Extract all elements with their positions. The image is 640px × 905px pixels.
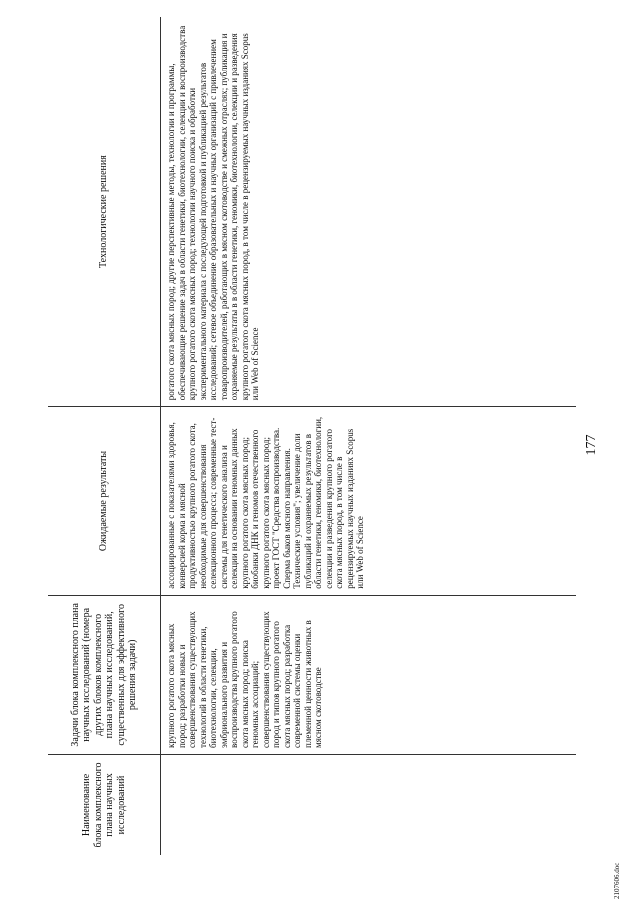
page-number: 177 — [584, 434, 599, 456]
research-plan-table — [48, 17, 576, 855]
cell-block-name — [161, 754, 577, 855]
cell-expected-results: ассоциированные с показателями здоровья, конверсией корма и мясной продуктивностью крупного рогатого скота, необходимые для совершенствования селекционного процесса; современные тест-системы для генетического анализа и селекции на основании геномных данных крупного рогатого скота мясных пород; биобанки ДНК и геномов отечественного крупного рогатого скота мясных пород; проект ГОСТ "Средства воспроизводства. Спермa быков мясного направления. Технические условия"; увеличение доли публикаций и охраняемых результатов в области генетики, геномики, биотехнологии, селекции и разведения крупного рогатого скота мясных пород, в том числе в рецензируемых научных изданиях Scopus или Web of Science — [161, 407, 577, 596]
header-expected-results: Ожидаемые результаты — [48, 407, 161, 596]
cell-block-tasks: крупного рогатого скота мясных пород; разработки новых и совершенствования существующих технологий в области генетики, биотехнологии, селекции, эмбрионального развития и воспроизводства крупного рогатого скота мясных пород; поиска геномных ассоциаций; совершенствования существующих пород и типов крупного рогатого скота мясных пород; разработка современной системы оценки племенной ценности животных в мясном скотоводстве — [161, 595, 577, 754]
header-technological-solutions: Технологические решения — [48, 17, 161, 407]
header-block-tasks: Задачи блока комплексного плана научных исследований (номера других блоков комплексного плана научных исследований, существенных для эффективного решения задачи) — [48, 595, 161, 754]
cell-technological-solutions: рогатого скота мясных пород; другие перспективные методы, технологии и программы, обеспечивающие решение задач в области генетики, биотехнологии, селекции и воспроизводства крупного рогатого скота мясных пород; технологии научного поиска и обработки экспериментального материала с последующей подготовкой и публикацией результатов исследований; сетевое объединение образовательных и научных организаций с привлечением товаропроизводителей, работающих в мясном скотоводстве и смежных отраслях; публикация и охраняемые результаты в в области генетики, геномики, биотехнологии, селекции и разведения крупного рогатого скота мясных пород, в том числе в рецензируемых научных изданиях Scopus или Web of Science — [161, 17, 577, 407]
table-header-row — [48, 17, 161, 855]
header-block-name: Наименование блока комплексного плана научных исследований — [48, 754, 161, 855]
document-code: 2107606.doc — [613, 862, 621, 899]
table-row — [161, 17, 577, 855]
